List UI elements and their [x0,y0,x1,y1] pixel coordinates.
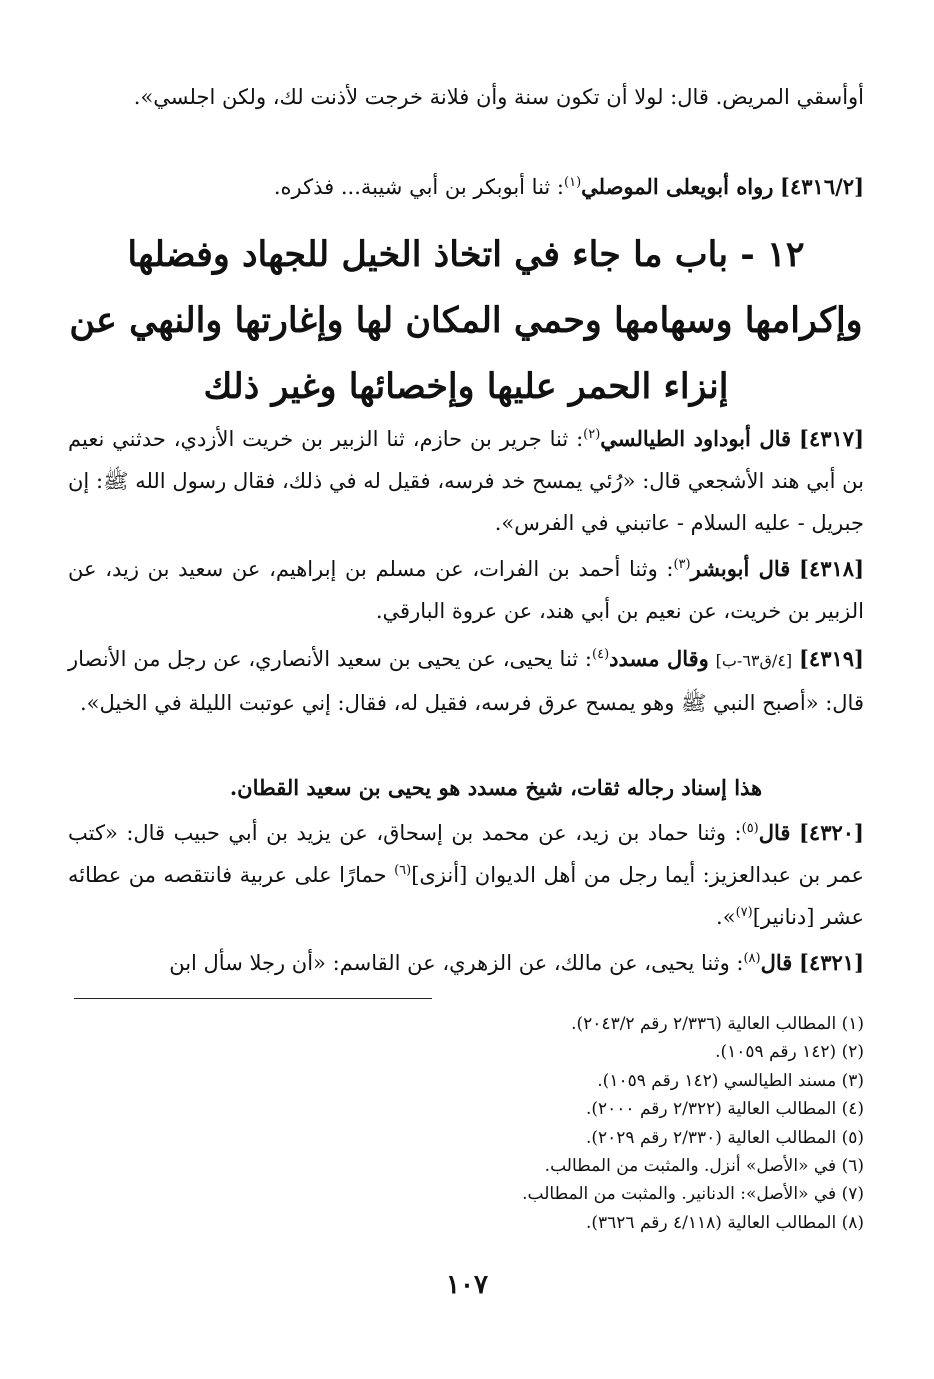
hadith-text: : ثنا أبوبكر بن أبي شيبة... فذكره. [273,175,564,199]
footnote-marker: (٦) [394,863,412,878]
footnote-marker: (٥) [741,821,759,836]
narrator: قال [760,950,793,975]
footnote-marker: (٧) [735,905,753,920]
footnote-marker: (٢) [583,427,601,442]
hadith-4316 [68,166,864,208]
hadith-number: [٤٣١٧] [799,426,864,451]
hadith-text: : ثنا يحيى، عن يحيى بن سعيد الأنصاري، عن رجل من الأنصار قال: «أصبح النبي ﷺ وهو يمسح عرق فرسه، فقيل له، فقال: إني عوتبت الليلة في الخيل». [68,647,864,715]
hadith-text: : وثنا يحيى، عن مالك، عن الزهري، عن القاسم: «أن رجلا سأل ابن [169,951,744,975]
hadith-number: [٤٣١٨] [799,556,864,581]
hadith-text: ». [716,905,736,929]
paragraph-continuation [68,76,864,118]
hadith-text: : ثنا جرير بن حازم، ثنا الزبير بن خريت الأزدي، حدثني نعيم بن أبي هند الأشجعي قال: «رُئي يمسح خد فرسه، فقيل له في ذلك، فقال رسول الله ﷺ: إن جبريل - عليه السلام - عاتبني في الفرس». [68,427,864,535]
footnote: (٦) في «الأصل» أنزل. والمثبت من المطالب. [544,1156,864,1177]
footnote: (٥) المطالب العالية (٢/٣٣٠ رقم ٢٠٢٩). [585,1127,864,1148]
hadith-number: [٤٣٢١] [799,950,864,975]
paragraph-text: أوأسقي المريض. قال: لولا أن تكون سنة وأن فلانة خرجت لأذنت لك، ولكن اجلسي». [133,85,864,109]
isnad-grading: هذا إسناد رجاله ثقات، شيخ مسدد هو يحيى بن سعيد القطان. [229,775,763,800]
manuscript-ref: [٤/ق٦٣-ب] [715,651,793,670]
footnote: (٨) المطالب العالية (٤/١١٨ رقم ٣٦٢٦). [585,1212,864,1233]
footnote: (٢) (١٤٢ رقم ١٠٥٩). [715,1042,864,1063]
hadith-4319 [68,638,864,724]
footnote-marker: (٤) [592,647,610,662]
narrator: وقال مسدد [609,646,709,671]
narrator: رواه أبويعلى الموصلي [581,174,774,199]
footnote: (٧) في «الأصل»: الدنانير. والمثبت من المطالب. [522,1184,864,1205]
hadith-4320 [68,812,864,938]
footnote: (١) المطالب العالية (٢/٣٣٦ رقم ٢٠٤٣/٢). [571,1014,864,1034]
footnote-separator [74,998,432,999]
footnote-marker: (٣) [673,557,691,572]
hadith-text: : وثنا حماد بن زيد، عن محمد بن إسحاق، عن يزيد بن أبي حبيب قال: «كتب عمر بن عبدالعزيز: أيما رجل من أهل الديوان [أنزى] [68,821,865,887]
chapter-heading: ١٢ - باب ما جاء في اتخاذ الخيل للجهاد وفضلها وإكرامها وسهامها وحمي المكان لها وإغارتها والنهي عن إنزاء الحمر عليها وإخصائها وغير ذلك [69,234,863,407]
footnotes [68,1010,864,1237]
narrator: قال أبوبشر [690,556,791,581]
narrator: قال [758,820,791,845]
page-number: ١٠٧ [446,1270,488,1300]
hadith-text: حمارًا على عربية فانتقصه من عطائه عشر [دنانير] [68,863,864,929]
hadith-number: [٤٣١٩] [798,646,864,671]
hadith-text: : وثنا أحمد بن الفرات، عن مسلم بن إبراهيم، عن سعيد بن زيد، عن الزبير بن خريت، عن نعيم بن أبي هند، عن عروة البارقي. [68,557,864,623]
hadith-4318 [68,548,864,632]
hadith-number: [٤٣٢٠] [798,820,864,845]
footnote-marker: (١) [564,175,582,190]
hadith-4321 [68,942,864,984]
footnote: (٤) المطالب العالية (٢/٣٢٢ رقم ٢٠٠٠). [585,1099,864,1120]
narrator: قال أبوداود الطيالسي [600,426,792,451]
footnote-marker: (٨) [743,951,761,966]
hadith-number: [٤٣١٦/٢] [780,174,864,199]
hadith-4317 [68,418,864,544]
footnote: (٣) مسند الطيالسي (١٤٢ رقم ١٠٥٩). [597,1070,864,1091]
